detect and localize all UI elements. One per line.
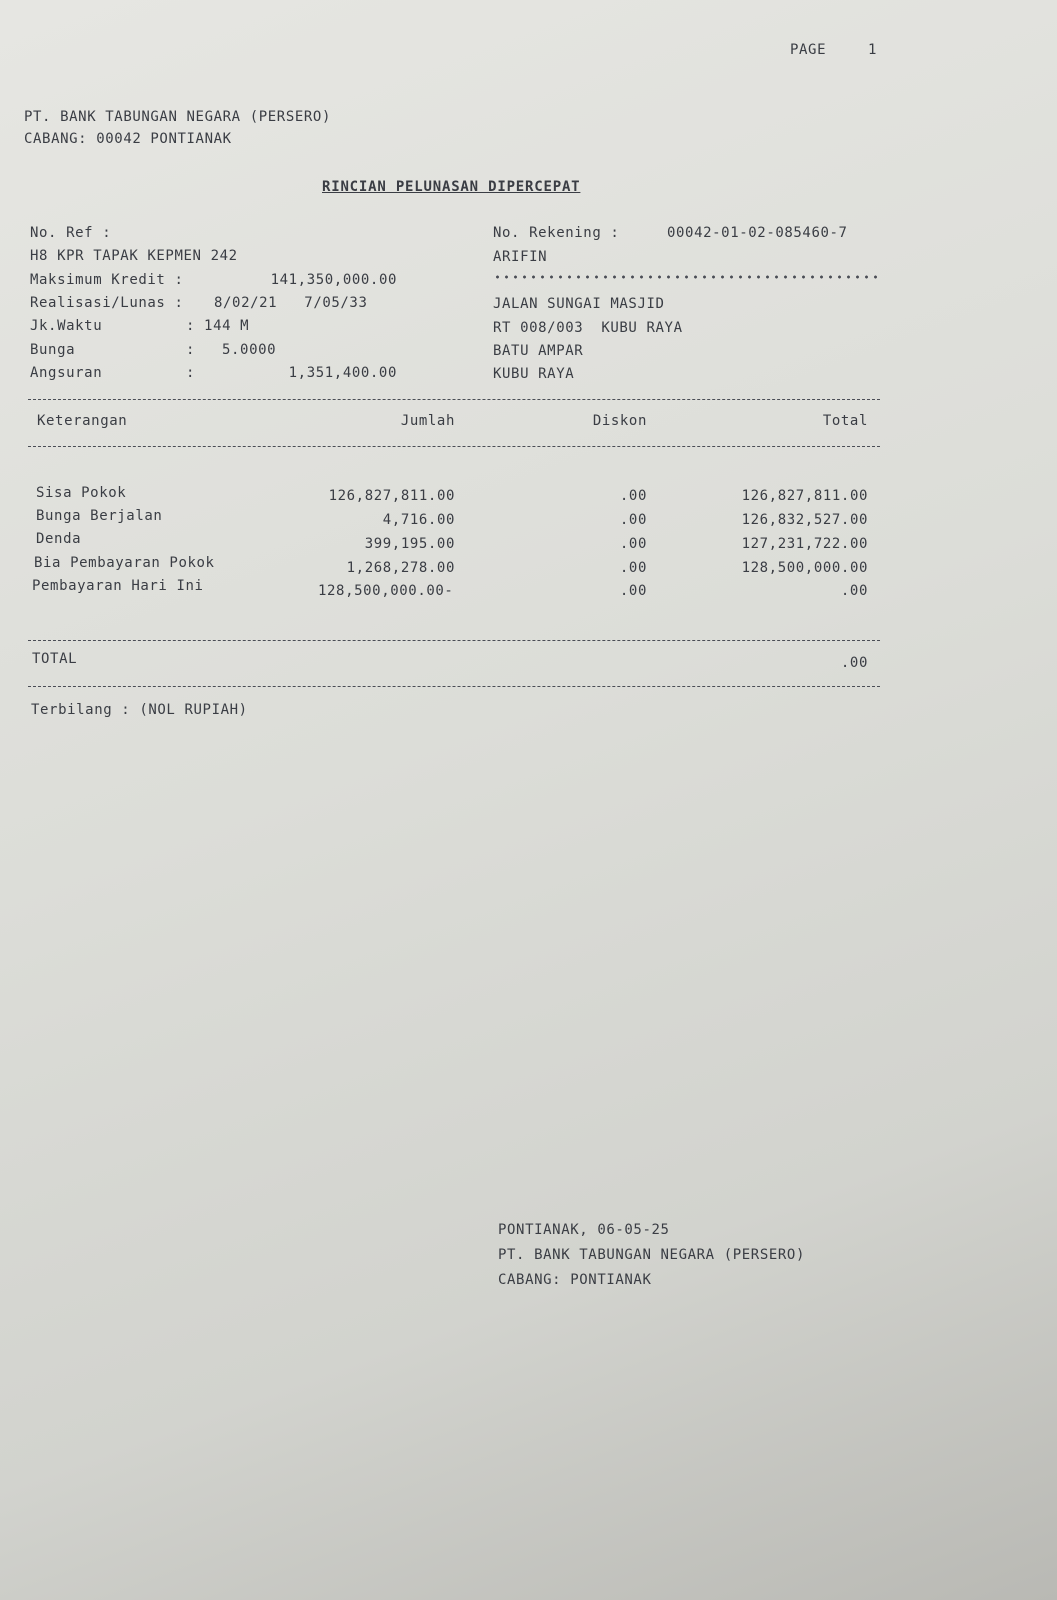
- row-keterangan: Denda: [36, 531, 82, 547]
- row-total: 128,500,000.00: [741, 560, 868, 576]
- jangka-waktu-label: Jk.Waktu: [30, 318, 103, 334]
- row-total: 126,832,527.00: [741, 512, 868, 528]
- rekening-number: 00042-01-02-085460-7: [667, 225, 848, 241]
- asterisk-separator: [493, 273, 879, 281]
- row-diskon: .00: [619, 488, 647, 504]
- divider: [28, 686, 880, 687]
- realisasi-value: 8/02/21 7/05/33: [214, 295, 368, 311]
- total-value: .00: [840, 655, 868, 671]
- row-jumlah: 126,827,811.00: [328, 488, 455, 504]
- row-diskon: .00: [619, 512, 647, 528]
- max-credit-value: 141,350,000.00: [270, 272, 397, 288]
- row-total: .00: [840, 583, 868, 599]
- bunga-value: 5.0000: [222, 342, 277, 358]
- branch-name: CABANG: 00042 PONTIANAK: [24, 131, 232, 147]
- address-line-4: KUBU RAYA: [493, 366, 575, 382]
- angsuran-label: Angsuran: [30, 365, 103, 381]
- row-diskon: .00: [619, 583, 647, 599]
- divider: [28, 640, 880, 641]
- row-keterangan: Bunga Berjalan: [36, 508, 163, 524]
- footer-bank-name: PT. BANK TABUNGAN NEGARA (PERSERO): [498, 1247, 805, 1263]
- row-total: 127,231,722.00: [741, 536, 868, 552]
- row-total: 126,827,811.00: [741, 488, 868, 504]
- product-name: H8 KPR TAPAK KEPMEN 242: [30, 248, 238, 264]
- page-label: PAGE: [790, 42, 827, 58]
- row-diskon: .00: [619, 536, 647, 552]
- realisasi-label: Realisasi/Lunas :: [30, 295, 184, 311]
- page-number: 1: [868, 42, 878, 58]
- address-line-1: JALAN SUNGAI MASJID: [493, 296, 665, 312]
- row-jumlah: 1,268,278.00: [346, 560, 455, 576]
- row-keterangan: Sisa Pokok: [36, 485, 127, 501]
- header-jumlah: Jumlah: [400, 413, 455, 429]
- row-jumlah: 128,500,000.00-: [318, 583, 454, 599]
- jangka-waktu-value: : 144 M: [186, 318, 250, 334]
- rekening-label: No. Rekening :: [493, 225, 620, 241]
- row-jumlah: 399,195.00: [364, 536, 455, 552]
- header-keterangan: Keterangan: [37, 413, 128, 429]
- ref-label: No. Ref :: [30, 225, 112, 241]
- footer-branch: CABANG: PONTIANAK: [498, 1272, 652, 1288]
- address-line-3: BATU AMPAR: [493, 343, 584, 359]
- document-title: RINCIAN PELUNASAN DIPERCEPAT: [322, 179, 581, 195]
- row-keterangan: Pembayaran Hari Ini: [32, 578, 204, 594]
- row-keterangan: Bia Pembayaran Pokok: [34, 555, 215, 571]
- bank-name: PT. BANK TABUNGAN NEGARA (PERSERO): [24, 109, 331, 125]
- header-total: Total: [822, 413, 868, 429]
- header-diskon: Diskon: [592, 413, 647, 429]
- row-diskon: .00: [619, 560, 647, 576]
- customer-name: ARIFIN: [493, 249, 548, 265]
- terbilang: Terbilang : (NOL RUPIAH): [31, 702, 248, 718]
- angsuran-value: 1,351,400.00: [288, 365, 397, 381]
- row-jumlah: 4,716.00: [382, 512, 455, 528]
- max-credit-label: Maksimum Kredit :: [30, 272, 184, 288]
- bunga-label: Bunga: [30, 342, 76, 358]
- total-label: TOTAL: [32, 651, 78, 667]
- divider: [28, 399, 880, 400]
- angsuran-colon: :: [186, 365, 196, 381]
- divider: [28, 446, 880, 447]
- address-line-2: RT 008/003 KUBU RAYA: [493, 320, 683, 336]
- bunga-colon: :: [186, 342, 196, 358]
- footer-place-date: PONTIANAK, 06-05-25: [498, 1222, 670, 1238]
